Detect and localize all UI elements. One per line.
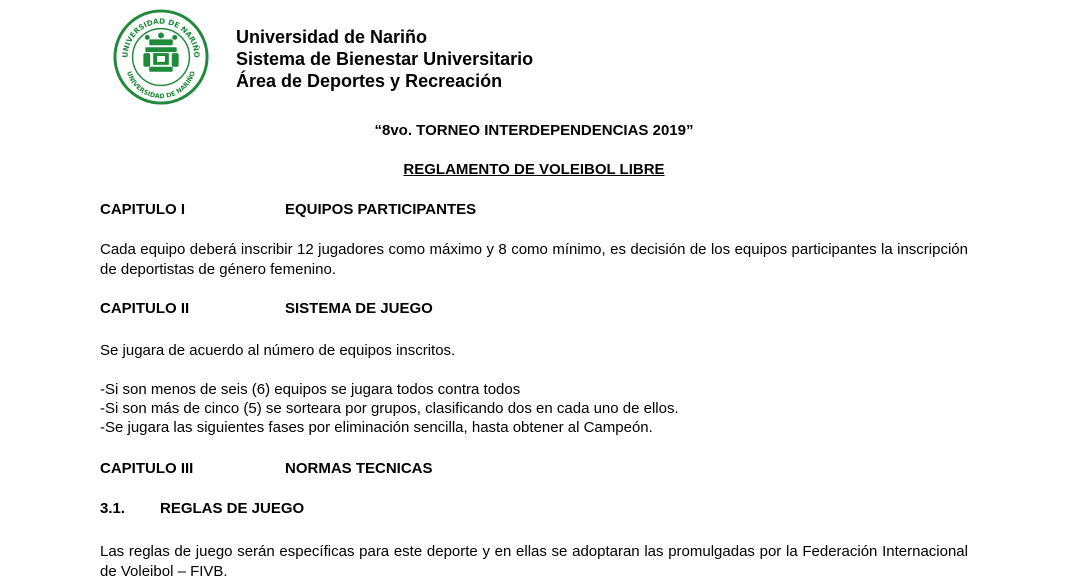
institution-header: [236, 26, 533, 92]
regulation-title: REGLAMENTO DE VOLEIBOL LIBRE: [403, 161, 665, 178]
chapter-2-heading: [100, 300, 433, 317]
list-item: -Si son más de cinco (5) se sorteara por grupos, clasificando dos en cada uno de ellos.: [100, 400, 679, 417]
university-seal-icon: [112, 8, 210, 106]
chapter-3-heading: [100, 460, 433, 477]
svg-text:UNIVERSIDAD DE NARIÑO: UNIVERSIDAD DE NARIÑO: [120, 16, 202, 58]
sports-area-name: Área de Deportes y Recreación: [236, 71, 503, 91]
chapter-3-name: NORMAS TECNICAS: [285, 460, 433, 477]
section-3-1-heading: [100, 500, 304, 517]
section-3-1-number: 3.1.: [100, 500, 126, 517]
svg-text:UNIVERSIDAD DE NARIÑO: UNIVERSIDAD DE NARIÑO: [124, 70, 198, 101]
chapter-2-name: SISTEMA DE JUEGO: [285, 300, 433, 317]
section-3-1-text: Las reglas de juego serán específicas para este deporte y en ellas se adoptaran las promulgadas por la Federación Internacional de Voleibol – FIVB.: [100, 543, 968, 580]
chapter-2-list: [100, 380, 679, 437]
list-item: -Si son menos de seis (6) equipos se jugara todos contra todos: [100, 381, 521, 398]
chapter-1-text: Cada equipo deberá inscribir 12 jugadores como máximo y 8 como mínimo, es decisión de los equipos participantes la inscripción de deportistas de género femenino.: [100, 241, 968, 278]
chapter-3-number: CAPITULO III: [100, 460, 194, 477]
chapter-2-intro: Se jugara de acuerdo al número de equipos inscritos.: [100, 342, 456, 359]
university-name: Universidad de Nariño: [236, 27, 428, 47]
chapter-1-number: CAPITULO I: [100, 201, 185, 218]
list-item: -Se jugara las siguientes fases por eliminación sencilla, hasta obtener al Campeón.: [100, 419, 653, 436]
welfare-system-name: Sistema de Bienestar Universitario: [236, 49, 534, 69]
tournament-title: “8vo. TORNEO INTERDEPENDENCIAS 2019”: [374, 122, 694, 139]
chapter-1-heading: [100, 201, 476, 218]
chapter-1-name: EQUIPOS PARTICIPANTES: [285, 201, 477, 218]
section-3-1-name: REGLAS DE JUEGO: [160, 500, 305, 517]
chapter-2-number: CAPITULO II: [100, 300, 190, 317]
